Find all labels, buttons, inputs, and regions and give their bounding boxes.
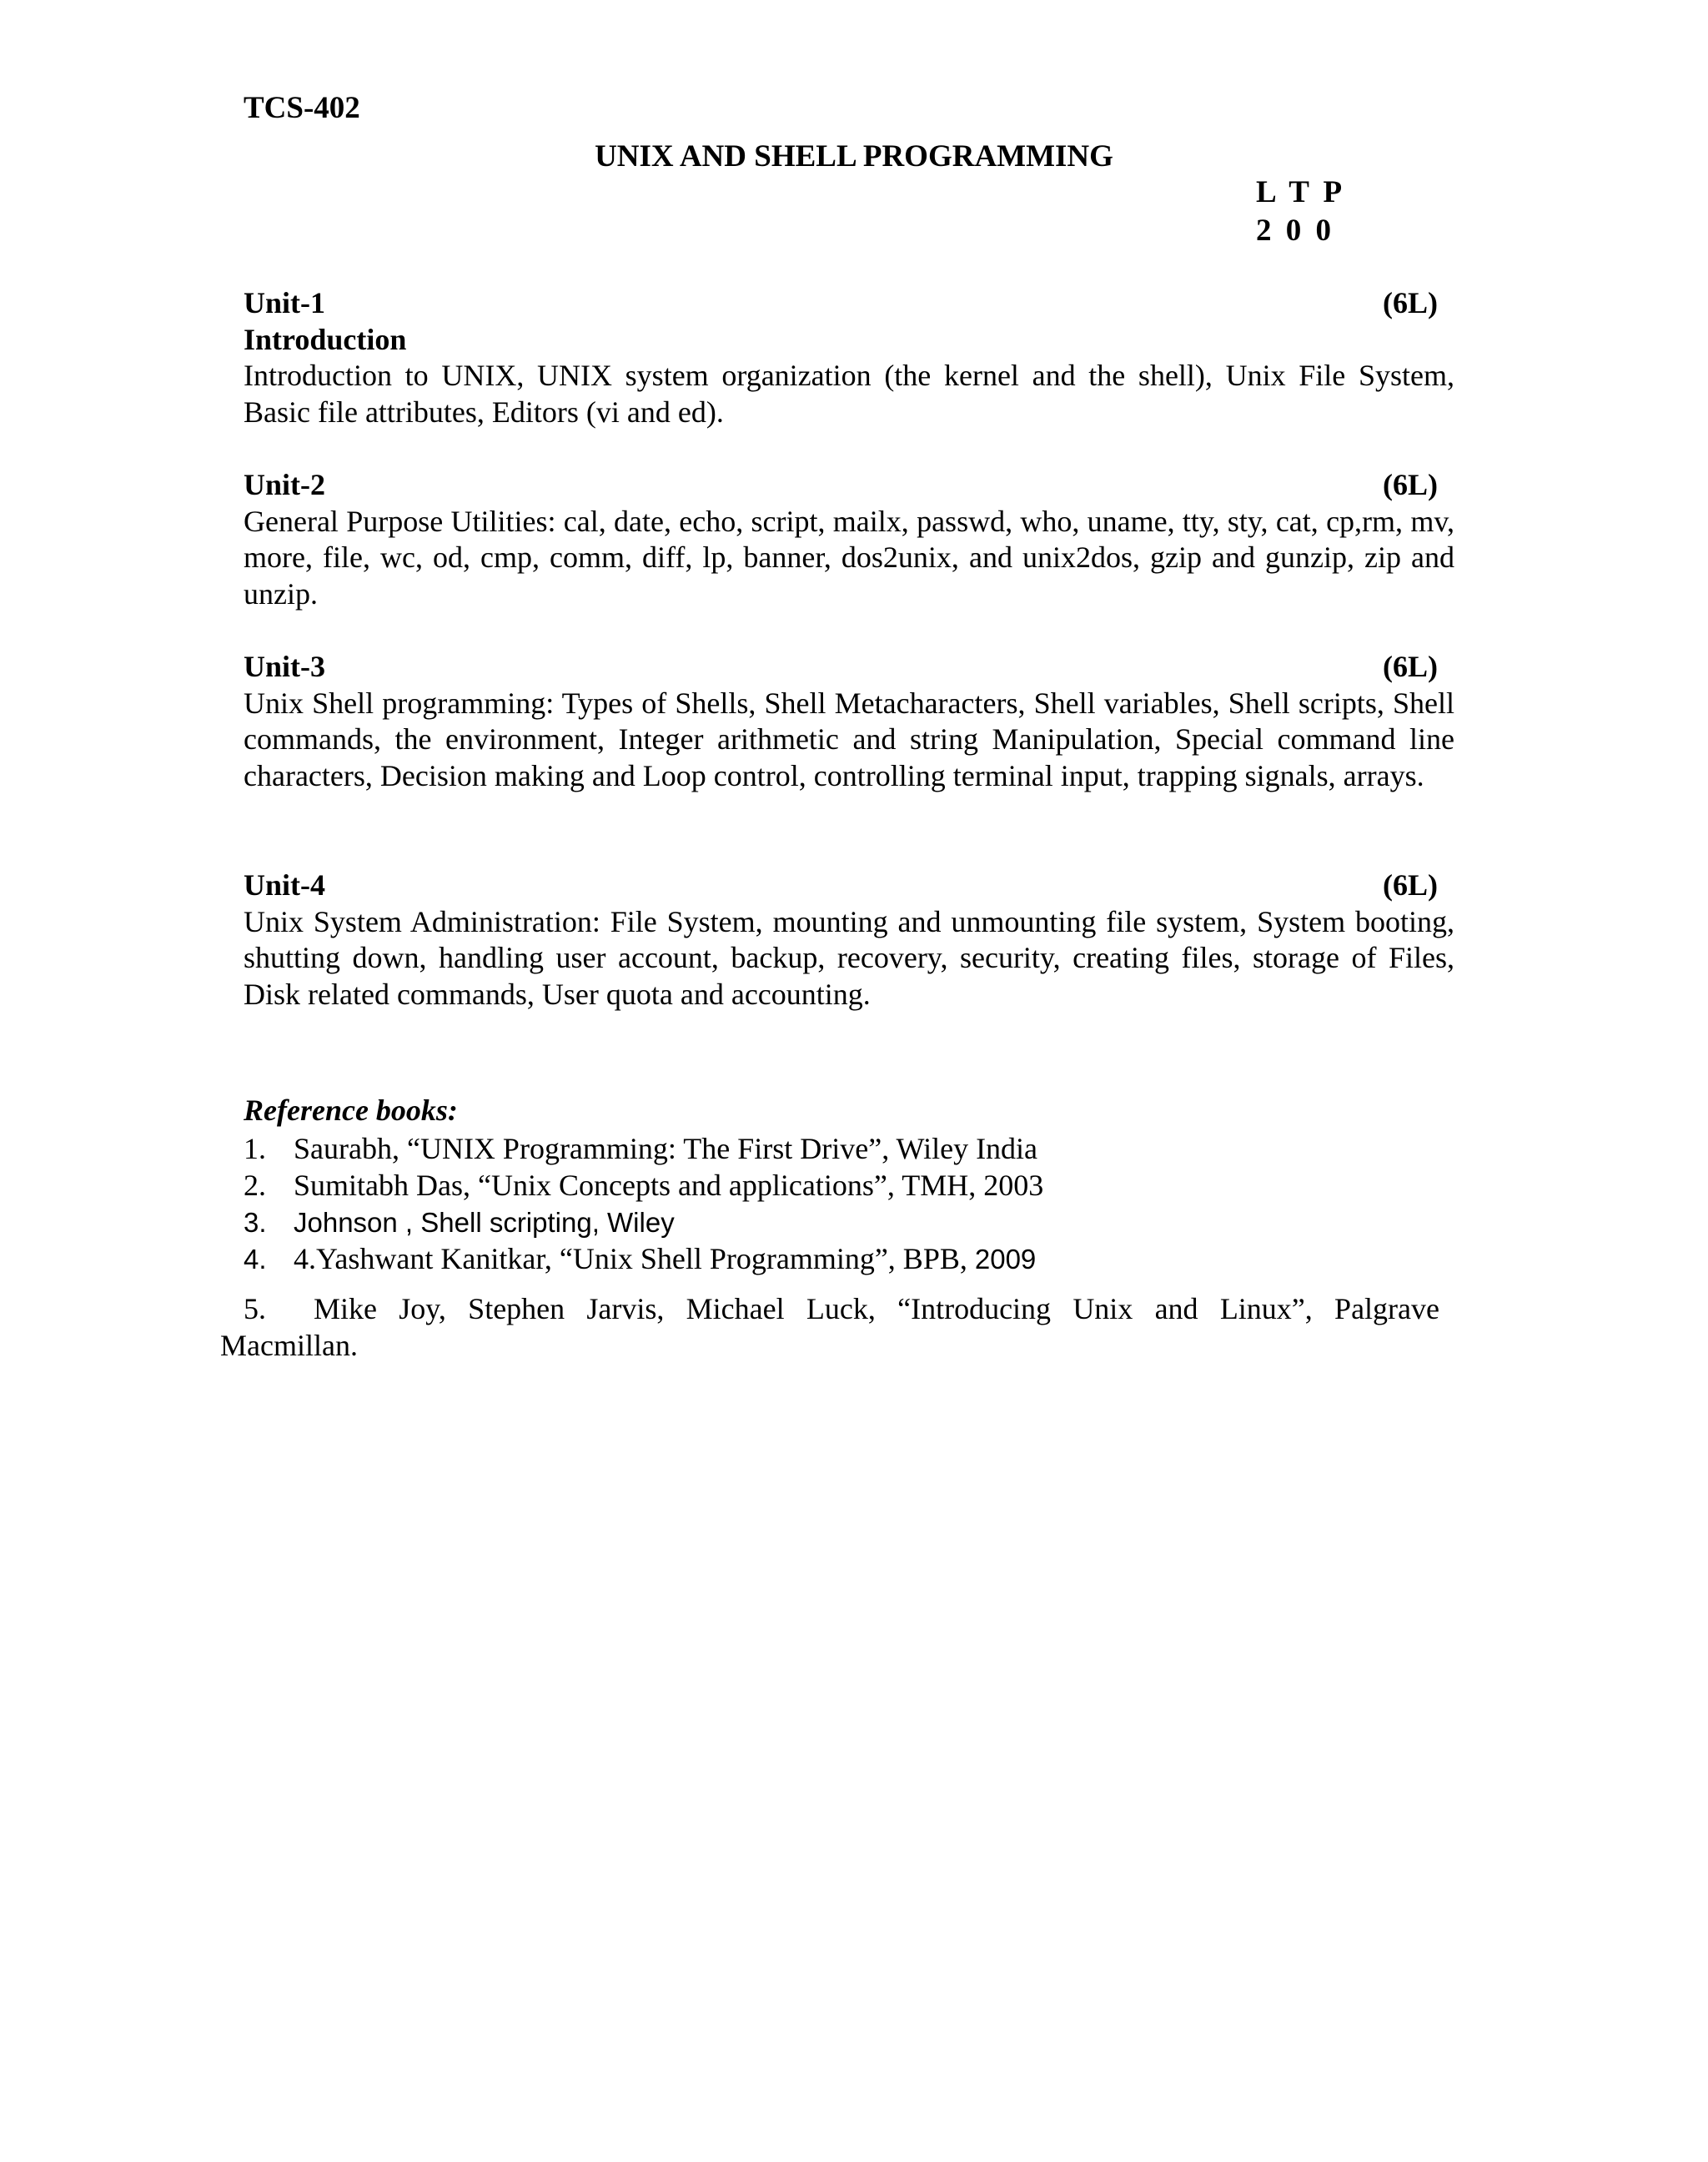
unit-title: Unit-2: [244, 468, 325, 501]
unit-title: Unit-3: [244, 650, 325, 683]
unit-hours: (6L): [1383, 286, 1438, 319]
reference-item: [244, 1241, 1454, 1278]
ltp-values: 2 0 0: [1256, 214, 1334, 248]
unit-hours: (6L): [1383, 650, 1438, 683]
unit-heading: [244, 285, 1454, 322]
reference-books-section: [244, 1093, 1454, 1278]
reference-item-5: [220, 1291, 1439, 1364]
unit-title: Unit-1: [244, 286, 325, 319]
reference-item: [244, 1168, 1454, 1204]
reference-books-title: Reference books:: [244, 1094, 458, 1127]
unit-subtitle: Introduction: [244, 322, 407, 356]
course-code: TCS-402: [244, 91, 360, 125]
reference-number: 4.: [244, 1243, 267, 1275]
reference-text: Saurabh, “UNIX Programming: The First Drive”, Wiley India: [294, 1131, 1038, 1165]
reference-number: 3.: [244, 1206, 267, 1238]
unit-title: Unit-4: [244, 868, 325, 902]
course-title: UNIX AND SHELL PROGRAMMING: [595, 139, 1113, 173]
unit-3-section: [244, 649, 1454, 794]
reference-number: 2.: [244, 1168, 266, 1202]
ltp-block: [1256, 173, 1345, 250]
reference-number: 5.: [244, 1292, 266, 1325]
reference-text: Sumitabh Das, “Unix Concepts and applications”, TMH, 2003: [294, 1168, 1044, 1202]
reference-year: 2009: [974, 1243, 1037, 1275]
unit-heading: [244, 649, 1454, 686]
ltp-label: L T P: [1256, 175, 1346, 209]
unit-4-section: [244, 867, 1454, 1013]
reference-item: [244, 1131, 1454, 1168]
unit-heading: [244, 867, 1454, 904]
unit-hours: (6L): [1383, 868, 1438, 902]
reference-text: [294, 1241, 1036, 1278]
reference-text-main: 4.Yashwant Kanitkar, “Unix Shell Programming”, BPB,: [294, 1241, 975, 1275]
unit-body: Unix Shell programming: Types of Shells, Shell Metacharacters, Shell variables, Shell scripts, Shell commands, the environment, Integer arithmetic and string Manipulation, Special command line characters, Decision making and Loop control, controlling terminal input, trapping signals, arrays.: [244, 686, 1454, 792]
unit-2-section: [244, 467, 1454, 612]
unit-body: General Purpose Utilities: cal, date, echo, script, mailx, passwd, who, uname, tty, sty, cat, cp,rm, mv, more, file, wc, od, cmp, comm, diff, lp, banner, dos2unix, and unix2dos, gzip and gunzip, zip and unzip.: [244, 504, 1454, 611]
unit-hours: (6L): [1383, 468, 1438, 501]
unit-body: Introduction to UNIX, UNIX system organization (the kernel and the shell), Unix File System, Basic file attributes, Editors (vi and ed).: [244, 359, 1454, 429]
unit-body: Unix System Administration: File System, mounting and unmounting file system, System booting, shutting down, handling user account, backup, recovery, security, creating files, storage of Files, Disk related commands, User quota and accounting.: [244, 904, 1454, 1011]
reference-text: Johnson , Shell scripting, Wiley: [294, 1206, 675, 1238]
reference-item: [244, 1204, 1454, 1241]
reference-number: 1.: [244, 1131, 266, 1165]
unit-heading: [244, 467, 1454, 504]
unit-1-section: [244, 285, 1454, 430]
reference-text: Mike Joy, Stephen Jarvis, Michael Luck, “Introducing Unix and Linux”, Palgrave Macmillan.: [220, 1292, 1439, 1362]
